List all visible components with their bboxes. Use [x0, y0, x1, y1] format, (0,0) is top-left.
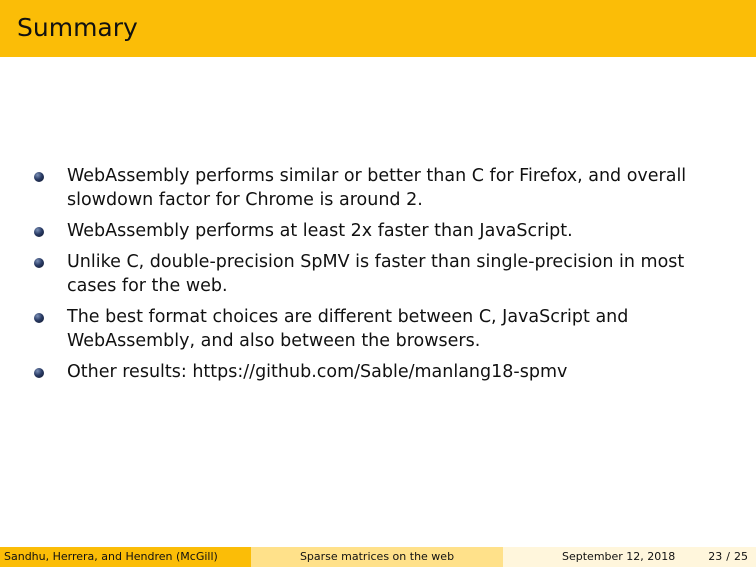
page-total: 25 [734, 550, 748, 563]
title-bar [0, 0, 756, 57]
bullet-text: Other results: https://github.com/Sable/manlang18-spmv [67, 362, 568, 382]
page-separator: / [726, 550, 730, 563]
footer-authors: Sandhu, Herrera, and Hendren (McGill) [4, 550, 218, 563]
bullet-item [0, 219, 756, 243]
footer-date: September 12, 2018 [562, 550, 676, 563]
bullet-dot-icon [34, 258, 44, 268]
footer [0, 547, 756, 567]
footer-title-section [251, 547, 503, 567]
bullet-item [0, 164, 756, 212]
page-number [708, 547, 748, 567]
bullet-item [0, 360, 756, 384]
footer-info-section [503, 547, 756, 567]
bullet-dot-icon [34, 172, 44, 182]
bullet-list [0, 164, 756, 391]
bullet-dot-icon [34, 227, 44, 237]
bullet-dot-icon [34, 313, 44, 323]
bullet-item [0, 305, 756, 353]
footer-authors-section [0, 547, 251, 567]
bullet-text: WebAssembly performs similar or better than C for Firefox, and overall slowdown factor for Chrome is around 2. [67, 166, 687, 210]
page-current: 23 [708, 550, 723, 563]
footer-talk-title: Sparse matrices on the web [299, 550, 455, 563]
bullet-item [0, 250, 756, 298]
bullet-dot-icon [34, 368, 44, 378]
bullet-text: The best format choices are different between C, JavaScript and WebAssembly, and also between the browsers. [67, 307, 629, 351]
bullet-text: Unlike C, double-precision SpMV is faster than single-precision in most cases for the web. [67, 252, 685, 296]
bullet-text: WebAssembly performs at least 2x faster than JavaScript. [67, 221, 573, 241]
slide-title: Summary [17, 13, 138, 42]
